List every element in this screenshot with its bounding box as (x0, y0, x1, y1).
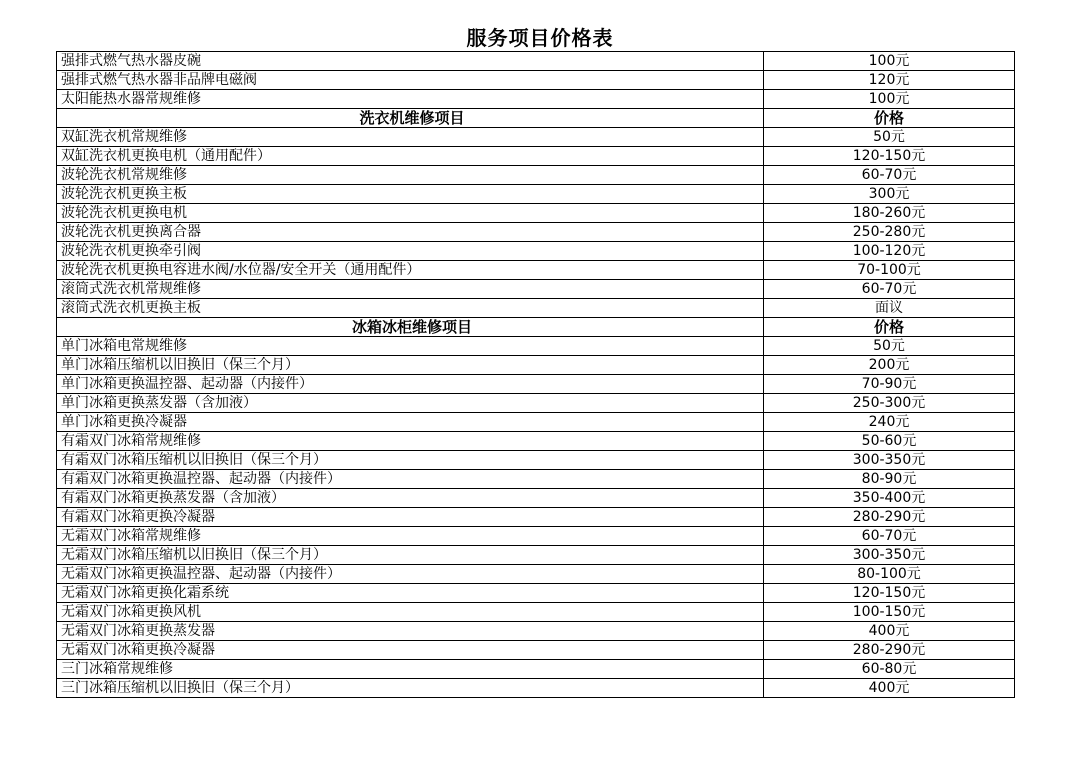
price-cell: 200元 (764, 356, 1015, 375)
section-title-cell: 冰箱冰柜维修项目 (57, 318, 764, 337)
price-cell: 80-90元 (764, 470, 1015, 489)
service-item-cell: 无霜双门冰箱更换蒸发器 (57, 622, 764, 641)
table-row (57, 375, 1015, 394)
table-row (57, 299, 1015, 318)
price-cell: 300-350元 (764, 451, 1015, 470)
service-item-cell: 无霜双门冰箱更换风机 (57, 603, 764, 622)
price-cell: 50元 (764, 128, 1015, 147)
service-item-cell: 有霜双门冰箱更换蒸发器（含加液） (57, 489, 764, 508)
table-row (57, 128, 1015, 147)
service-item-cell: 滚筒式洗衣机常规维修 (57, 280, 764, 299)
price-cell: 120-150元 (764, 147, 1015, 166)
price-cell: 100元 (764, 52, 1015, 71)
price-cell: 80-100元 (764, 565, 1015, 584)
table-row (57, 356, 1015, 375)
service-item-cell: 波轮洗衣机更换离合器 (57, 223, 764, 242)
table-row (57, 413, 1015, 432)
table-row (57, 71, 1015, 90)
price-cell: 60-80元 (764, 660, 1015, 679)
section-header-row (57, 109, 1015, 128)
price-cell: 280-290元 (764, 641, 1015, 660)
table-row (57, 223, 1015, 242)
table-row (57, 52, 1015, 71)
page-title: 服务项目价格表 (466, 26, 614, 50)
price-cell: 60-70元 (764, 166, 1015, 185)
price-cell: 面议 (764, 299, 1015, 318)
table-row (57, 280, 1015, 299)
table-row (57, 432, 1015, 451)
service-item-cell: 波轮洗衣机更换电容进水阀/水位器/安全开关（通用配件） (57, 261, 764, 280)
price-table-body (57, 52, 1015, 698)
price-cell: 50元 (764, 337, 1015, 356)
table-row (57, 470, 1015, 489)
price-cell: 100-120元 (764, 242, 1015, 261)
table-row (57, 622, 1015, 641)
service-item-cell: 单门冰箱电常规维修 (57, 337, 764, 356)
table-row (57, 337, 1015, 356)
price-cell: 240元 (764, 413, 1015, 432)
table-row (57, 185, 1015, 204)
service-item-cell: 有霜双门冰箱常规维修 (57, 432, 764, 451)
service-item-cell: 太阳能热水器常规维修 (57, 90, 764, 109)
price-cell: 300元 (764, 185, 1015, 204)
service-item-cell: 无霜双门冰箱更换冷凝器 (57, 641, 764, 660)
service-item-cell: 单门冰箱更换冷凝器 (57, 413, 764, 432)
service-item-cell: 单门冰箱压缩机以旧换旧（保三个月） (57, 356, 764, 375)
table-row (57, 546, 1015, 565)
service-item-cell: 波轮洗衣机常规维修 (57, 166, 764, 185)
service-item-cell: 波轮洗衣机更换牵引阀 (57, 242, 764, 261)
table-row (57, 166, 1015, 185)
table-row (57, 527, 1015, 546)
price-cell: 180-260元 (764, 204, 1015, 223)
service-item-cell: 有霜双门冰箱更换冷凝器 (57, 508, 764, 527)
service-item-cell: 单门冰箱更换温控器、起动器（内接件） (57, 375, 764, 394)
price-cell: 120-150元 (764, 584, 1015, 603)
service-item-cell: 三门冰箱常规维修 (57, 660, 764, 679)
price-cell: 100-150元 (764, 603, 1015, 622)
service-item-cell: 波轮洗衣机更换主板 (57, 185, 764, 204)
service-item-cell: 波轮洗衣机更换电机 (57, 204, 764, 223)
table-row (57, 147, 1015, 166)
table-row (57, 603, 1015, 622)
service-item-cell: 无霜双门冰箱更换温控器、起动器（内接件） (57, 565, 764, 584)
price-table (56, 51, 1015, 698)
price-cell: 280-290元 (764, 508, 1015, 527)
service-item-cell: 有霜双门冰箱更换温控器、起动器（内接件） (57, 470, 764, 489)
service-item-cell: 强排式燃气热水器非品牌电磁阀 (57, 71, 764, 90)
service-item-cell: 滚筒式洗衣机更换主板 (57, 299, 764, 318)
table-row (57, 451, 1015, 470)
section-title-cell: 洗衣机维修项目 (57, 109, 764, 128)
price-cell: 70-90元 (764, 375, 1015, 394)
table-row (57, 565, 1015, 584)
service-item-cell: 无霜双门冰箱常规维修 (57, 527, 764, 546)
service-item-cell: 无霜双门冰箱更换化霜系统 (57, 584, 764, 603)
price-cell: 50-60元 (764, 432, 1015, 451)
service-item-cell: 强排式燃气热水器皮碗 (57, 52, 764, 71)
table-row (57, 660, 1015, 679)
price-cell: 60-70元 (764, 527, 1015, 546)
service-item-cell: 双缸洗衣机常规维修 (57, 128, 764, 147)
service-item-cell: 三门冰箱压缩机以旧换旧（保三个月） (57, 679, 764, 698)
price-cell: 250-300元 (764, 394, 1015, 413)
section-header-row (57, 318, 1015, 337)
table-row (57, 242, 1015, 261)
table-row (57, 261, 1015, 280)
table-row (57, 508, 1015, 527)
price-cell: 400元 (764, 622, 1015, 641)
price-cell: 100元 (764, 90, 1015, 109)
price-header-cell: 价格 (764, 109, 1015, 128)
table-row (57, 204, 1015, 223)
service-item-cell: 双缸洗衣机更换电机（通用配件） (57, 147, 764, 166)
price-cell: 70-100元 (764, 261, 1015, 280)
service-item-cell: 无霜双门冰箱压缩机以旧换旧（保三个月） (57, 546, 764, 565)
price-cell: 60-70元 (764, 280, 1015, 299)
price-cell: 350-400元 (764, 489, 1015, 508)
service-item-cell: 单门冰箱更换蒸发器（含加液） (57, 394, 764, 413)
table-row (57, 641, 1015, 660)
service-item-cell: 有霜双门冰箱压缩机以旧换旧（保三个月） (57, 451, 764, 470)
table-row (57, 679, 1015, 698)
price-header-cell: 价格 (764, 318, 1015, 337)
price-cell: 300-350元 (764, 546, 1015, 565)
table-row (57, 584, 1015, 603)
price-cell: 250-280元 (764, 223, 1015, 242)
table-row (57, 394, 1015, 413)
table-row (57, 489, 1015, 508)
price-cell: 400元 (764, 679, 1015, 698)
table-row (57, 90, 1015, 109)
price-cell: 120元 (764, 71, 1015, 90)
